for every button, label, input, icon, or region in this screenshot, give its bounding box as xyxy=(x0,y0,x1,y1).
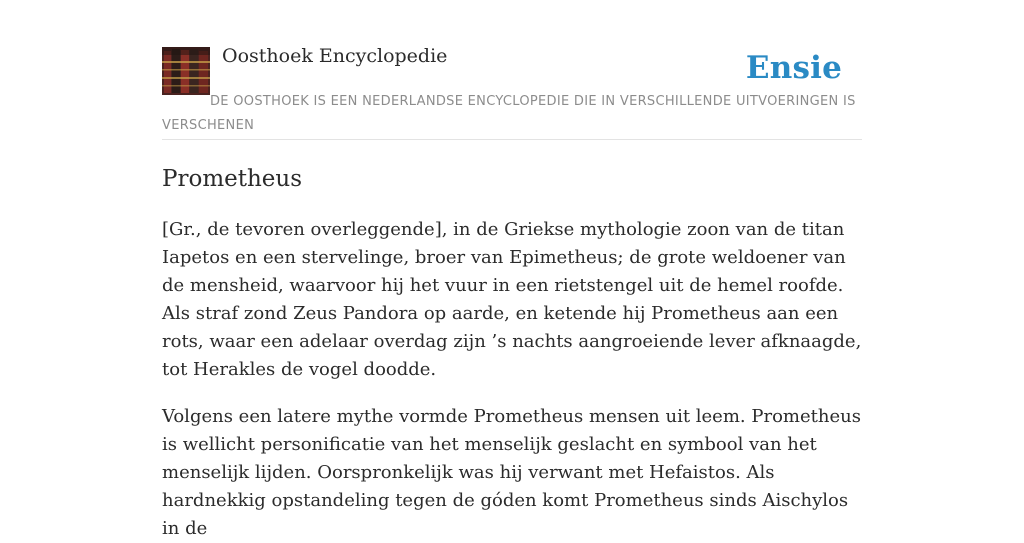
book-spines-avatar-icon xyxy=(162,47,210,95)
brand-logo[interactable]: Ensie xyxy=(745,50,842,86)
article-title: Prometheus xyxy=(162,166,303,192)
source-description: DE OOSTHOEK IS EEN NEDERLANDSE ENCYCLOPEDIE DIE IN VERSCHILLENDE UITVOERINGEN IS VERSCHENEN xyxy=(162,94,856,133)
source-title[interactable]: Oosthoek Encyclopedie xyxy=(222,45,448,67)
article-paragraph: Volgens een latere mythe vormde Prometheus mensen uit leem. Prometheus is wellicht personificatie van het menselijk geslacht en symbool van het menselijk lijden. Oorspronkelijk was hij verwant met Hefaistos. Als hardnekkig opstandeling tegen de góden komt Prometheus sinds Aischylos in de xyxy=(162,406,861,539)
source-avatar[interactable] xyxy=(162,47,210,95)
article-paragraph: [Gr., de tevoren overleggende], in de Griekse mythologie zoon van de titan Iapetos en een stervelinge, broer van Epimetheus; de grote weldoener van de mensheid, waarvoor hij het vuur in een rietstengel uit de hemel roofde. Als straf zond Zeus Pandora op aarde, en ketende hij Prometheus aan een rots, waar een adelaar overdag zijn ’s nachts aangroeiende lever afknaagde, tot Herakles de vogel doodde. xyxy=(162,219,862,380)
source-header xyxy=(162,0,862,140)
page-container xyxy=(162,0,862,543)
